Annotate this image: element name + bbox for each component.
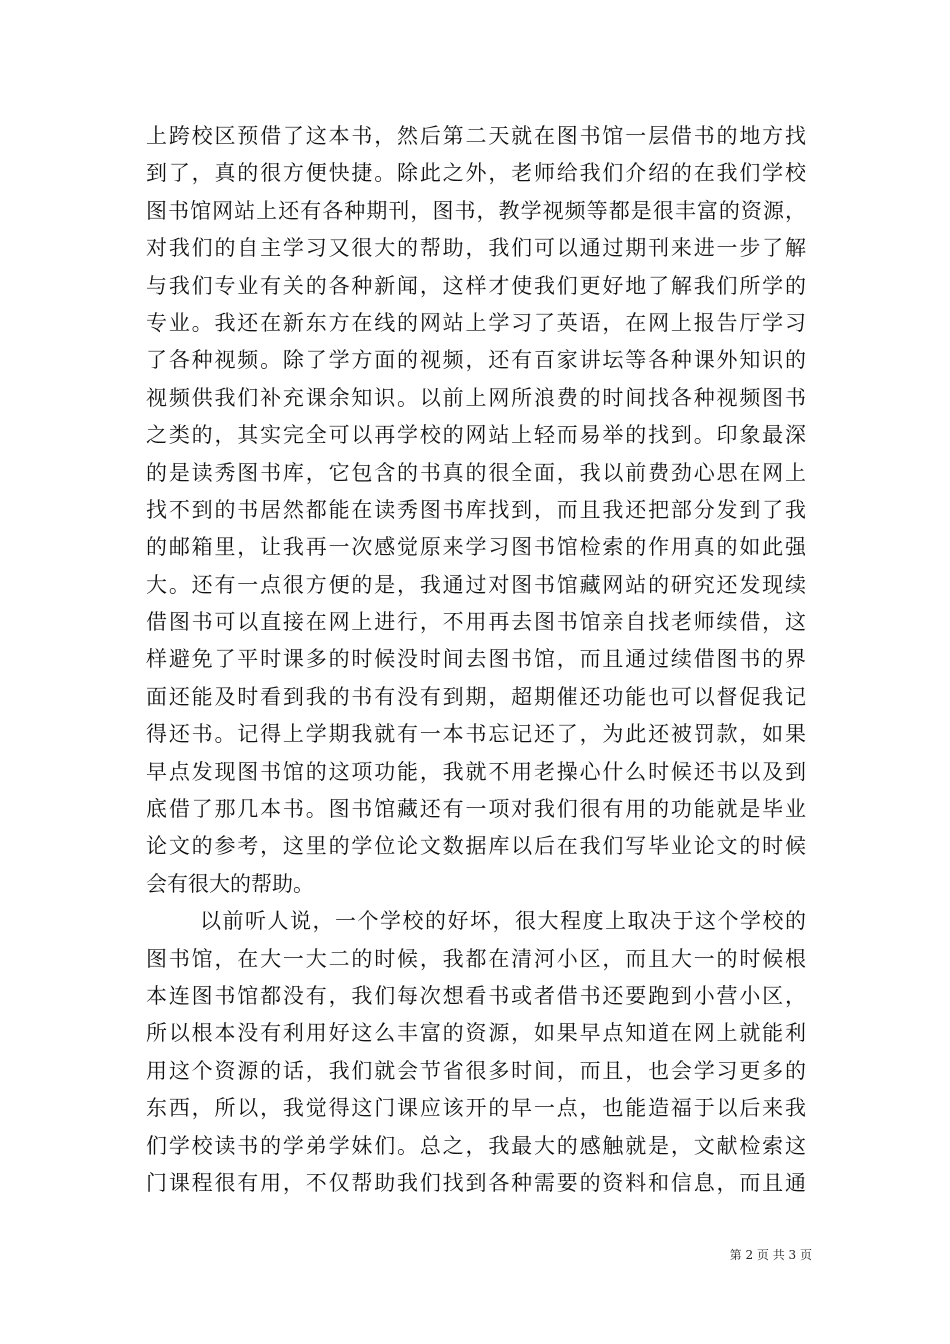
page-number-footer: 第 2 页 共 3 页 xyxy=(729,1248,812,1262)
text-line: 大。还有一点很方便的是，我通过对图书馆藏网站的研究还发现续 xyxy=(146,572,806,597)
text-line: 东西，所以，我觉得这门课应该开的早一点，也能造福于以后来我 xyxy=(146,1096,806,1121)
text-line: 的是读秀图书库，它包含的书真的很全面，我以前费劲心思在网上 xyxy=(146,460,806,485)
text-line: 了各种视频。除了学方面的视频，还有百家讲坛等各种课外知识的 xyxy=(146,348,806,373)
text-line: 借图书可以直接在网上进行，不用再去图书馆亲自找老师续借，这 xyxy=(146,610,806,635)
text-line: 们学校读书的学弟学妹们。总之，我最大的感触就是，文献检索这 xyxy=(146,1133,806,1158)
text-line: 所以根本没有利用好这么丰富的资源，如果早点知道在网上就能利 xyxy=(146,1021,806,1046)
text-line: 之类的，其实完全可以再学校的网站上轻而易举的找到。印象最深 xyxy=(146,423,806,448)
text-line: 专业。我还在新东方在线的网站上学习了英语，在网上报告厅学习 xyxy=(146,310,806,335)
text-line: 视频供我们补充课余知识。以前上网所浪费的时间找各种视频图书 xyxy=(146,385,806,410)
text-line: 对我们的自主学习又很大的帮助，我们可以通过期刊来进一步了解 xyxy=(146,236,806,261)
text-line: 图书馆网站上还有各种期刊，图书，教学视频等都是很丰富的资源， xyxy=(146,198,806,223)
text-line: 底借了那几本书。图书馆藏还有一项对我们很有用的功能就是毕业 xyxy=(146,797,806,822)
text-line: 找不到的书居然都能在读秀图书库找到，而且我还把部分发到了我 xyxy=(146,497,806,522)
text-line: 图书馆，在大一大二的时候，我都在清河小区，而且大一的时候根 xyxy=(146,946,806,971)
text-line: 得还书。记得上学期我就有一本书忘记还了，为此还被罚款，如果 xyxy=(146,722,806,747)
text-line: 门课程很有用，不仅帮助我们找到各种需要的资料和信息，而且通 xyxy=(146,1170,806,1195)
paragraph-start-line: 以前听人说，一个学校的好坏，很大程度上取决于这个学校的 xyxy=(200,909,806,934)
text-line: 本连图书馆都没有，我们每次想看书或者借书还要跑到小营小区， xyxy=(146,983,806,1008)
text-line: 上跨校区预借了这本书，然后第二天就在图书馆一层借书的地方找 xyxy=(146,124,806,148)
text-line: 早点发现图书馆的这项功能，我就不用老操心什么时候还书以及到 xyxy=(146,759,806,784)
text-line: 样避免了平时课多的时候没时间去图书馆，而且通过续借图书的界 xyxy=(146,647,806,672)
text-line: 会有很大的帮助。 xyxy=(146,871,314,896)
text-line: 论文的参考，这里的学位论文数据库以后在我们写毕业论文的时候 xyxy=(146,834,806,859)
text-line: 到了，真的很方便快捷。除此之外，老师给我们介绍的在我们学校 xyxy=(146,161,806,186)
text-line: 与我们专业有关的各种新闻，这样才使我们更好地了解我们所学的 xyxy=(146,273,806,298)
text-line: 用这个资源的话，我们就会节省很多时间，而且，也会学习更多的 xyxy=(146,1058,806,1083)
text-line: 面还能及时看到我的书有没有到期，超期催还功能也可以督促我记 xyxy=(146,684,806,709)
text-line: 的邮箱里，让我再一次感觉原来学习图书馆检索的作用真的如此强 xyxy=(146,535,806,560)
body-text xyxy=(146,118,806,1202)
